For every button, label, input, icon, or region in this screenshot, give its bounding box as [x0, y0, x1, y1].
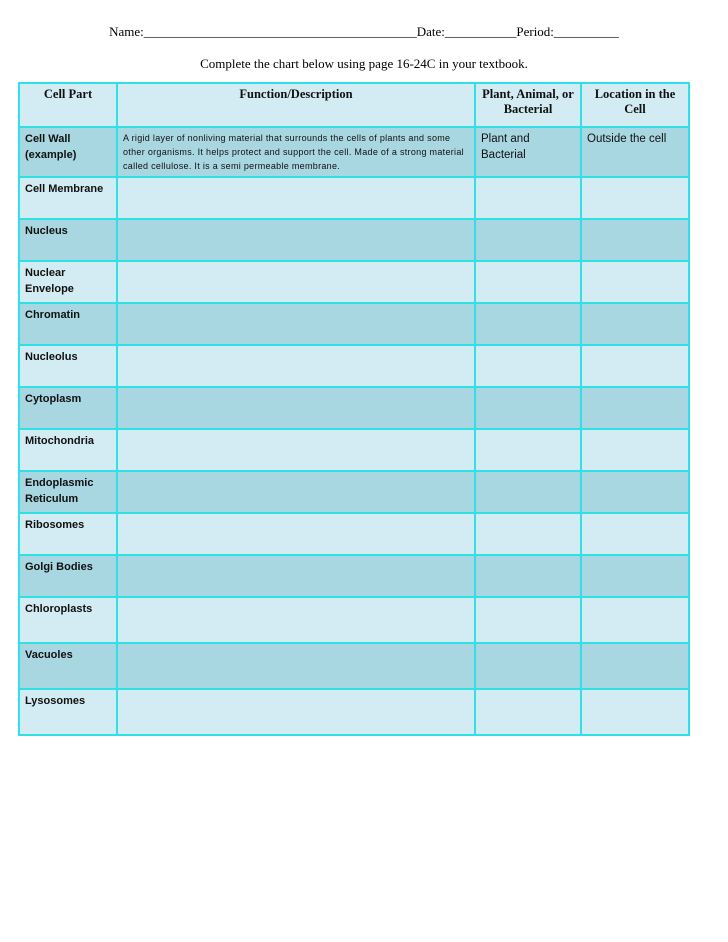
column-header-type: Plant, Animal, or Bacterial — [475, 83, 581, 127]
cell-part-name: Golgi Bodies — [19, 555, 117, 597]
type-cell[interactable] — [475, 643, 581, 689]
cell-part-name: Cell Wall (example) — [19, 127, 117, 177]
table-row — [19, 689, 689, 735]
table-row — [19, 513, 689, 555]
table-row — [19, 471, 689, 513]
cell-part-name: Mitochondria — [19, 429, 117, 471]
function-cell[interactable] — [117, 513, 475, 555]
function-cell[interactable] — [117, 345, 475, 387]
type-cell[interactable] — [475, 177, 581, 219]
function-cell[interactable] — [117, 689, 475, 735]
table-row — [19, 345, 689, 387]
function-cell[interactable] — [117, 177, 475, 219]
function-cell[interactable] — [117, 471, 475, 513]
function-cell[interactable] — [117, 303, 475, 345]
table-row-example — [19, 127, 689, 177]
table-row — [19, 387, 689, 429]
table-row — [19, 177, 689, 219]
location-cell[interactable] — [581, 513, 689, 555]
cell-part-name: Nucleus — [19, 219, 117, 261]
location-cell[interactable] — [581, 387, 689, 429]
type-cell[interactable] — [475, 387, 581, 429]
cell-part-name: Nuclear Envelope — [19, 261, 117, 303]
cell-part-name: Vacuoles — [19, 643, 117, 689]
cell-part-name: Lysosomes — [19, 689, 117, 735]
type-cell[interactable] — [475, 689, 581, 735]
table-row — [19, 219, 689, 261]
type-cell[interactable] — [475, 513, 581, 555]
column-header-cell-part: Cell Part — [19, 83, 117, 127]
cell-part-name: Chloroplasts — [19, 597, 117, 643]
function-description: A rigid layer of nonliving material that surrounds the cells of plants and some other organisms. It helps protect and support the cell. Made of a strong material called cellulose. It is a semi permeable membrane. — [117, 127, 475, 177]
location-cell[interactable] — [581, 429, 689, 471]
function-cell[interactable] — [117, 429, 475, 471]
table-row — [19, 429, 689, 471]
type-cell[interactable] — [475, 471, 581, 513]
location-cell[interactable] — [581, 303, 689, 345]
table-row — [19, 643, 689, 689]
location-cell[interactable] — [581, 689, 689, 735]
function-cell[interactable] — [117, 387, 475, 429]
cell-part-name: Ribosomes — [19, 513, 117, 555]
type-cell[interactable] — [475, 303, 581, 345]
function-cell[interactable] — [117, 643, 475, 689]
organism-type: Plant and Bacterial — [475, 127, 581, 177]
location-cell[interactable] — [581, 555, 689, 597]
function-cell[interactable] — [117, 261, 475, 303]
cell-part-name: Chromatin — [19, 303, 117, 345]
type-cell[interactable] — [475, 555, 581, 597]
cell-part-name: Nucleolus — [19, 345, 117, 387]
cell-part-name: Cytoplasm — [19, 387, 117, 429]
location-cell[interactable] — [581, 219, 689, 261]
location-cell[interactable] — [581, 177, 689, 219]
header-fields: Name:__________________________________________Date:___________Period:__________ — [109, 24, 619, 39]
table-row — [19, 555, 689, 597]
column-header-function: Function/Description — [117, 83, 475, 127]
table-row — [19, 597, 689, 643]
function-cell[interactable] — [117, 597, 475, 643]
cell-parts-chart — [18, 82, 690, 736]
function-cell[interactable] — [117, 555, 475, 597]
location-cell[interactable] — [581, 471, 689, 513]
cell-part-name: Endoplasmic Reticulum — [19, 471, 117, 513]
cell-part-name: Cell Membrane — [19, 177, 117, 219]
instructions: Complete the chart below using page 16-24C in your textbook. — [200, 56, 528, 71]
table-row — [19, 261, 689, 303]
type-cell[interactable] — [475, 429, 581, 471]
location-cell[interactable] — [581, 643, 689, 689]
cell-location: Outside the cell — [581, 127, 689, 177]
location-cell[interactable] — [581, 261, 689, 303]
table-row — [19, 303, 689, 345]
type-cell[interactable] — [475, 261, 581, 303]
function-cell[interactable] — [117, 219, 475, 261]
type-cell[interactable] — [475, 219, 581, 261]
column-header-location: Location in the Cell — [581, 83, 689, 127]
location-cell[interactable] — [581, 597, 689, 643]
type-cell[interactable] — [475, 345, 581, 387]
type-cell[interactable] — [475, 597, 581, 643]
location-cell[interactable] — [581, 345, 689, 387]
